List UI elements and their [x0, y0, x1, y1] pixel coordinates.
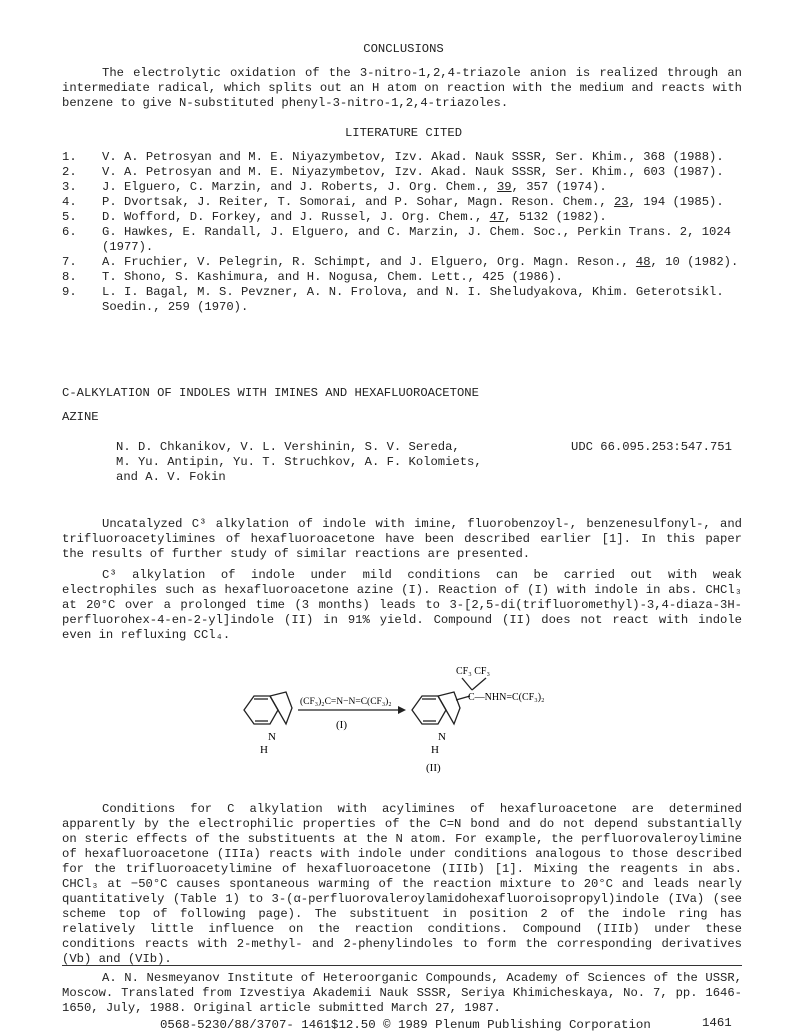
- reference-text: V. A. Petrosyan and M. E. Niyazymbetov, Izv. Akad. Nauk SSSR, Ser. Khim., 603 (1987).: [102, 165, 724, 179]
- reference-item: [62, 195, 742, 210]
- reference-number: 9.: [62, 285, 77, 299]
- reference-number: 4.: [62, 195, 77, 209]
- nitrogen-label: N: [268, 731, 276, 743]
- affiliation-footnote: A. N. Nesmeyanov Institute of Heteroorganic Compounds, Academy of Sciences of the USSR, Moscow. Translated from Izvestiya Akademii Nauk SSSR, Seriya Khimicheskaya, No. 7, pp. 1646-1650, July, 1988. Original article submitted March 27, 1987.: [62, 971, 742, 1015]
- arrow-head: [398, 706, 406, 714]
- reference-item: [62, 255, 742, 270]
- page-number: 1461: [702, 1016, 732, 1030]
- intro-paragraph: Uncatalyzed C³ alkylation of indole with imine, fluorobenzoyl-, benzenesulfonyl-, and trifluoroacetylimines of hexafluoroacetone have been described earlier [1]. In this paper the results of further study of similar reactions are presented.: [62, 517, 742, 561]
- volume-number: 39: [496, 180, 512, 194]
- article-title-line2: AZINE: [62, 410, 99, 424]
- literature-heading: LITERATURE CITED: [344, 126, 463, 140]
- author-line: and A. V. Fokin: [116, 470, 226, 484]
- author-list: [116, 440, 486, 485]
- volume-number: 48: [635, 255, 651, 269]
- trifluoromethyl-groups: CF₃ CF₃: [456, 666, 490, 677]
- indole-left-structure: [244, 692, 292, 724]
- reference-item: [62, 180, 742, 195]
- copyright-line: 0568-5230/88/3707- 1461$12.50 © 1989 Plenum Publishing Corporation: [160, 1018, 651, 1032]
- reference-text: V. A. Petrosyan and M. E. Niyazymbetov, Izv. Akad. Nauk SSSR, Ser. Khim., 368 (1988).: [102, 150, 724, 164]
- reference-number: 6.: [62, 225, 77, 239]
- reference-text: G. Hawkes, E. Randall, J. Elguero, and C. Marzin, J. Chem. Soc., Perkin Trans. 2, 1024 (1977).: [102, 225, 731, 254]
- reference-text: T. Shono, S. Kashimura, and H. Nogusa, Chem. Lett., 425 (1986).: [102, 270, 563, 284]
- volume-number: 23: [613, 195, 629, 209]
- reference-number: 8.: [62, 270, 77, 284]
- reference-item: [62, 285, 742, 315]
- udc-code: UDC 66.095.253:547.751: [571, 440, 732, 454]
- footnote-divider: [62, 965, 742, 966]
- reagent-formula: (CF₃)₂C=N−N=C(CF₃)₂: [300, 697, 392, 707]
- reference-text: D. Wofford, D. Forkey, and J. Russel, J. Org. Chem., 47, 5132 (1982).: [102, 210, 607, 224]
- reference-number: 3.: [62, 180, 77, 194]
- acylimine-paragraph: Conditions for C alkylation with acylimines of hexafluroacetone are determined apparently by the electrophilic properties of the C=N bond and do not depend substantially on steric effects of the substituents at the N atom. For example, the perfluorovaleroylimine of hexafluoroacetone (IIIa) reacts with indole under conditions analogous to those described for the trifluoroacetylimine of hexafluoroacetone (IIIb) [1]. Mixing the reagents in abs. CHCl₃ at −50°C causes spontaneous warming of the reaction mixture to 20°C and leads nearly quantitatively (Table 1) to 3-(α-perfluorovaleroylamidohexafluoroisopropyl)indole (IVa) (see scheme top of following page). The substituent in position 2 of the indole ring has relatively little influence on the reaction conditions. Compound (IIIb) under these conditions reacts with 2-methyl- and 2-phenylindoles to form the corresponding derivatives (Vb) and (VIb).: [62, 802, 742, 966]
- conclusions-paragraph: The electrolytic oxidation of the 3-nitro-1,2,4-triazole anion is realized through an intermediate radical, which splits out an H atom on reaction with the medium and reacts with benzene to give N-substituted phenyl-3-nitro-1,2,4-triazoles.: [62, 66, 742, 110]
- author-line: N. D. Chkanikov, V. L. Vershinin, S. V. Sereda,: [116, 440, 460, 454]
- reference-item: [62, 225, 742, 255]
- reference-number: 1.: [62, 150, 77, 164]
- reference-item: [62, 210, 742, 225]
- product-chain: C—NHN=C(CF₃)₂: [468, 692, 545, 703]
- article-title-line1: C-ALKYLATION OF INDOLES WITH IMINES AND HEXAFLUOROACETONE: [62, 386, 479, 400]
- hydrogen-label: H: [260, 744, 268, 756]
- reference-number: 7.: [62, 255, 77, 269]
- reference-text: L. I. Bagal, M. S. Pevzner, A. N. Frolova, and N. I. Sheludyakova, Khim. Geterotsikl. Soedin., 259 (1970).: [102, 285, 724, 314]
- conclusions-heading: CONCLUSIONS: [363, 42, 444, 56]
- reference-text: J. Elguero, C. Marzin, and J. Roberts, J. Org. Chem., 39, 357 (1974).: [102, 180, 607, 194]
- product-label: (II): [426, 762, 441, 774]
- nitrogen-label: N: [438, 731, 446, 743]
- reference-text: P. Dvortsak, J. Reiter, T. Somorai, and P. Sohar, Magn. Reson. Chem., 23, 194 (1985).: [102, 195, 724, 209]
- reference-item: [62, 270, 742, 285]
- volume-number: 47: [489, 210, 505, 224]
- reagent-label: (I): [336, 719, 347, 731]
- reference-list: [62, 150, 742, 315]
- reference-item: [62, 150, 742, 165]
- reference-number: 5.: [62, 210, 77, 224]
- reference-item: [62, 165, 742, 180]
- alkylation-paragraph: C³ alkylation of indole under mild conditions can be carried out with weak electrophiles such as hexafluoroacetone azine (I). Reaction of (I) with indole in abs. CHCl₃ at 20°C over a prolonged time (3 months) leads to 3-[2,5-di(trifluoromethyl)-3,4-diaza-3H-perfluorohex-4-en-2-yl]indole (II) in 91% yield. Compound (II) does not react with indole even in refluxing CCl₄.: [62, 568, 742, 642]
- reference-text: A. Fruchier, V. Pelegrin, R. Schimpt, and J. Elguero, Org. Magn. Reson., 48, 10 (1982).: [102, 255, 739, 269]
- reference-number: 2.: [62, 165, 77, 179]
- reaction-scheme: [230, 650, 590, 800]
- author-line: M. Yu. Antipin, Yu. T. Struchkov, A. F. Kolomiets,: [116, 455, 482, 469]
- hydrogen-label: H: [431, 744, 439, 756]
